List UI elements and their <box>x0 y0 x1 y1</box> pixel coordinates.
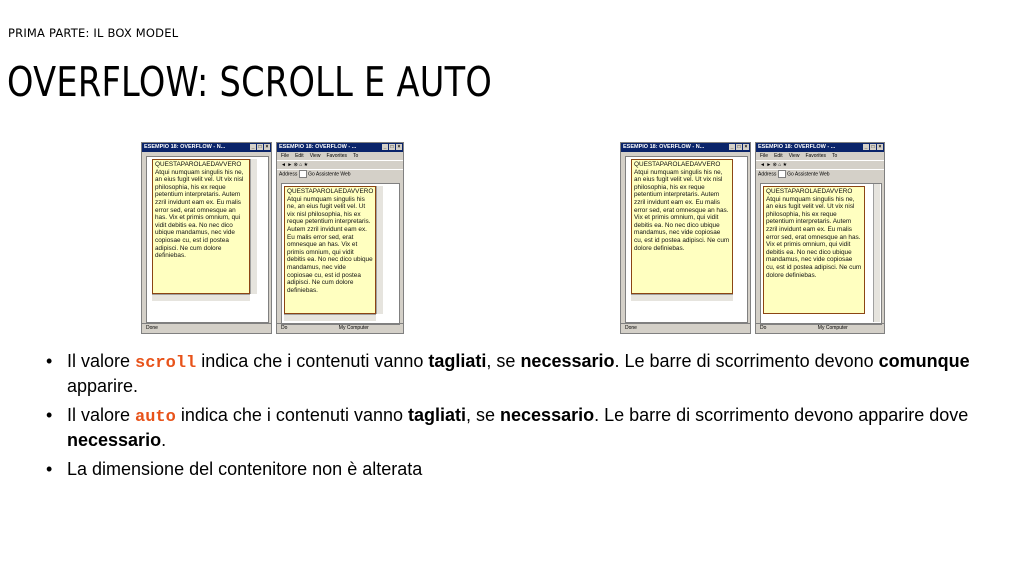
status-zone: My Computer <box>817 325 848 331</box>
links-label: Assistente Web <box>794 171 830 178</box>
text: La dimensione del contenitore non è alterata <box>67 459 423 479</box>
emphasis: tagliati <box>428 351 487 371</box>
box-long-word: QUESTAPAROLAEDAVVERO <box>287 188 374 195</box>
emphasis: necessario <box>67 430 162 450</box>
text: . Le barre di scorrimento devono apparire dove <box>594 405 969 425</box>
horizontal-scrollbar <box>152 294 250 301</box>
text: . Le barre di scorrimento devono <box>614 351 879 371</box>
menu-favorites: Favorites <box>805 153 826 159</box>
close-icon: × <box>265 144 269 150</box>
back-icon: ◄ ► ⊗ ⌂ ★ <box>760 162 788 168</box>
window-title: ESEMPIO 18: OVERFLOW - N... <box>144 144 226 150</box>
go-button: Go <box>787 171 794 178</box>
close-icon: × <box>744 144 748 150</box>
page-title: OVERFLOW: SCROLL E AUTO <box>7 58 493 106</box>
code-scroll: scroll <box>135 354 197 373</box>
address-field <box>299 170 307 178</box>
section-subtitle: PRIMA PARTE: IL BOX MODEL <box>8 26 179 40</box>
box-long-word: QUESTAPAROLAEDAVVERO <box>766 188 853 195</box>
maximize-icon: □ <box>258 144 262 150</box>
browser-viewport <box>146 156 269 323</box>
browser-toolbar <box>756 160 884 169</box>
window-title: ESEMPIO 18: OVERFLOW - ... <box>279 144 357 150</box>
go-button: Go <box>308 171 315 178</box>
vertical-scrollbar <box>376 186 383 314</box>
text: Il valore <box>67 351 136 371</box>
menu-edit: Edit <box>295 153 304 159</box>
status-bar <box>621 323 750 333</box>
maximize-icon: □ <box>737 144 741 150</box>
minimize-icon: _ <box>383 144 387 150</box>
screenshot-scroll-window-large <box>276 142 404 334</box>
menu-tools: To <box>353 153 359 159</box>
browser-viewport <box>625 156 748 323</box>
text: indica che i contenuti vanno <box>175 405 408 425</box>
menu-bar <box>756 152 884 160</box>
bullet-dimension <box>46 458 1006 480</box>
emphasis: necessario <box>500 405 595 425</box>
box-text: Atqui numquam singulis his ne, an eius fugit velit vel. Ut vix nisl philosophia, his ex reque petentium interpretaris. Autem zzril invidunt eam ex. Eu malis error sed, erat omnesque an has. Vix et primis omnium, qui vidit debitis ea. No nec dico ubique mandamus, nec vide copiosae cu, est id postea adipisci. Ne cum dolore definiebas. <box>155 168 244 260</box>
page-vertical-scrollbar <box>873 184 880 322</box>
minimize-icon: _ <box>730 144 734 150</box>
code-auto: auto <box>135 408 176 427</box>
menu-favorites: Favorites <box>326 153 347 159</box>
address-label: Address <box>279 171 298 178</box>
horizontal-scrollbar <box>631 294 733 301</box>
box-text: Atqui numquam singulis his ne, an eius fugit velit vel. Ut vix nisl philosophia, his ex reque petentium interpretaris. Autem zzril invidunt eam ex. Eu malis error sed, erat omnesque an has. Vix et primis omnium, qui vidit debitis ea. No nec dico ubique mandamus, nec vide copiosae cu, est id postea adipisci. Ne cum dolore definiebas. <box>766 195 862 279</box>
window-title: ESEMPIO 18: OVERFLOW - N... <box>623 144 705 150</box>
overflow-scroll-box <box>284 186 376 314</box>
status-text: Do <box>760 325 767 331</box>
browser-toolbar <box>277 160 403 169</box>
vertical-scrollbar <box>250 159 257 294</box>
minimize-icon: _ <box>864 144 868 150</box>
menu-tools: To <box>832 153 838 159</box>
box-long-word: QUESTAPAROLAEDAVVERO <box>155 161 242 168</box>
status-bar <box>277 323 403 333</box>
overflow-auto-box <box>631 159 733 294</box>
maximize-icon: □ <box>390 144 394 150</box>
address-label: Address <box>758 171 777 178</box>
screenshot-scroll-window-small <box>141 142 272 334</box>
text: . <box>161 430 167 450</box>
maximize-icon: □ <box>871 144 875 150</box>
menu-view: View <box>309 153 321 159</box>
window-titlebar <box>621 143 750 152</box>
links-label: Assistente Web <box>315 171 351 178</box>
address-bar <box>756 169 884 179</box>
text: indica che i contenuti vanno <box>196 351 429 371</box>
screenshot-auto-window-small <box>620 142 751 334</box>
status-text: Do <box>281 325 288 331</box>
browser-viewport <box>281 183 400 325</box>
minimize-icon: _ <box>251 144 255 150</box>
box-text: Atqui numquam singulis his ne, an eius fugit velit vel. Ut vix nisl philosophia, his ex reque petentium interpretaris. Autem zzril invidunt eam ex. Eu malis error sed, erat omnesque an has. Vix et primis omnium, qui vidit debitis ea. No nec dico ubique mandamus, nec vide copiosae cu, est id postea adipisci. Ne cum dolore definiebas. <box>287 195 373 294</box>
close-icon: × <box>878 144 882 150</box>
box-text: Atqui numquam singulis his ne, an eius fugit velit vel. Ut vix nisl philosophia, his ex reque petentium interpretaris. Autem zzril invidunt eam ex. Eu malis error sed, erat omnesque an has. Vix et primis omnium, qui vidit debitis ea. No nec dico ubique mandamus, nec vide copiosae cu, est id postea adipisci. Ne cum dolore definiebas. <box>634 168 730 252</box>
menu-edit: Edit <box>774 153 783 159</box>
status-text: Done <box>625 325 637 331</box>
close-icon: × <box>397 144 401 150</box>
overflow-scroll-box <box>152 159 250 294</box>
menu-file: File <box>281 153 290 159</box>
status-bar <box>142 323 271 333</box>
emphasis: tagliati <box>408 405 467 425</box>
menu-bar <box>277 152 403 160</box>
address-field <box>778 170 786 178</box>
horizontal-scrollbar <box>284 314 376 321</box>
address-bar <box>277 169 403 179</box>
bullet-scroll <box>46 350 1006 397</box>
window-titlebar <box>756 143 884 152</box>
box-long-word: QUESTAPAROLAEDAVVERO <box>634 161 721 168</box>
menu-file: File <box>760 153 769 159</box>
emphasis: comunque <box>878 351 970 371</box>
text: apparire. <box>67 376 139 396</box>
text: Il valore <box>67 405 136 425</box>
window-title: ESEMPIO 18: OVERFLOW - ... <box>758 144 836 150</box>
bullet-auto <box>46 404 1006 451</box>
window-titlebar <box>277 143 403 152</box>
text: , se <box>466 405 501 425</box>
bullet-list <box>46 350 1006 487</box>
window-titlebar <box>142 143 271 152</box>
menu-view: View <box>788 153 800 159</box>
text: , se <box>486 351 521 371</box>
status-text: Done <box>146 325 158 331</box>
overflow-auto-box <box>763 186 865 314</box>
status-bar <box>756 323 884 333</box>
emphasis: necessario <box>520 351 615 371</box>
status-zone: My Computer <box>338 325 369 331</box>
back-icon: ◄ ► ⊗ ⌂ ★ <box>281 162 309 168</box>
screenshot-auto-window-large <box>755 142 885 334</box>
browser-viewport <box>760 183 882 325</box>
